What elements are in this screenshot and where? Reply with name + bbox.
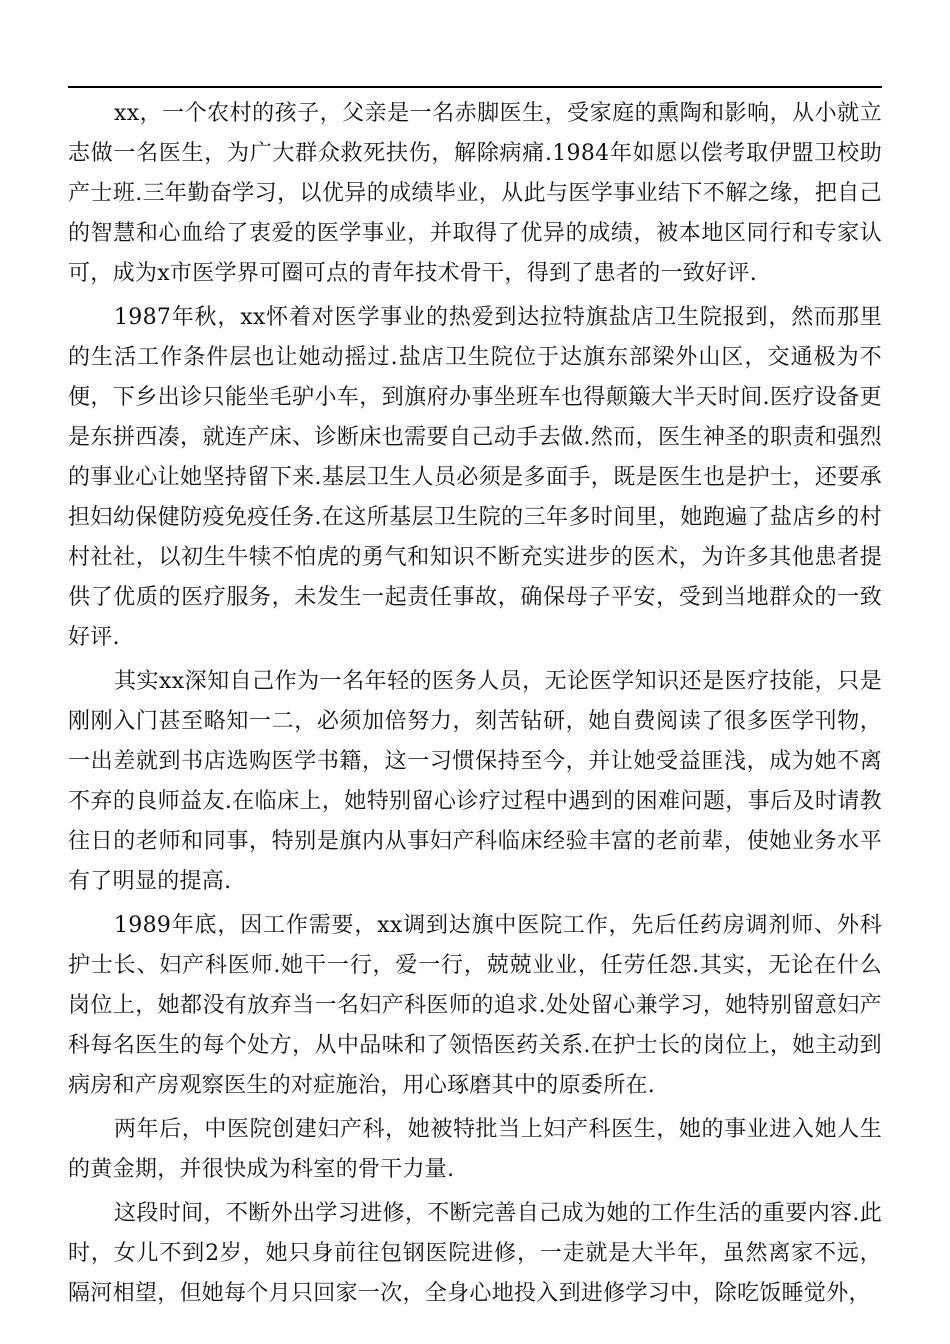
paragraph-3: 其实xx深知自己作为一名年轻的医务人员，无论医学知识还是医疗技能，只是刚刚入门甚至略知一二，必须加倍努力，刻苦钻研，她自费阅读了很多医学刊物，一出差就到书店选购医学书籍，这一习惯保持至今，并让她受益匪浅，成为她不离不弃的良师益友.在临床上，她特别留心诊疗过程中遇到的困难问题，事后及时请教往日的老师和同事，特别是旗内从事妇产科临床经验丰富的老前辈，使她业务水平有了明显的提高. [68,669,882,894]
paragraph-2: 1987年秋，xx怀着对医学事业的热爱到达拉特旗盐店卫生院报到，然而那里的生活工作条件层也让她动摇过.盐店卫生院位于达旗东部梁外山区，交通极为不便，下乡出诊只能坐毛驴小车，到旗府办事坐班车也得颠簸大半天时间.医疗设备更是东拼西凑，就连产床、诊断床也需要自己动手去做.然而，医生神圣的职责和强烈的事业心让她坚持留下来.基层卫生人员必须是多面手，既是医生也是护士，还要承担妇幼保健防疫免疫任务.在这所基层卫生院的三年多时间里，她跑遍了盐店乡的村村社社，以初生牛犊不怕虎的勇气和知识不断充实进步的医术，为许多其他患者提供了优质的医疗服务，未发生一起责任事故，确保母子平安，受到当地群众的一致好评. [68,305,882,650]
document-body [68,94,882,1318]
header-rule [68,86,882,88]
paragraph-1: xx，一个农村的孩子，父亲是一名赤脚医生，受家庭的熏陶和影响，从小就立志做一名医生，为广大群众救死扶伤，解除病痛.1984年如愿以偿考取伊盟卫校助产士班.三年勤奋学习，以优异的成绩毕业，从此与医学事业结下不解之缘，把自己的智慧和心血给了衷爱的医学事业，并取得了优异的成绩，被本地区同行和专家认可，成为x市医学界可圈可点的青年技术骨干，得到了患者的一致好评. [68,101,882,286]
paragraph-5: 两年后，中医院创建妇产科，她被特批当上妇产科医生，她的事业进入她人生的黄金期，并很快成为科室的骨干力量. [68,1117,882,1182]
paragraph-6: 这段时间，不断外出学习进修，不断完善自己成为她的工作生活的重要内容.此时，女儿不到2岁，她只身前往包钢医院进修，一走就是大半年，虽然离家不远，隔河相望，但她每个月只回家一次，全身心地投入到进修学习中，除吃饭睡觉外， [68,1201,882,1306]
paragraph-4: 1989年底，因工作需要，xx调到达旗中医院工作，先后任药房调剂师、外科护士长、妇产科医师.她干一行，爱一行，兢兢业业，任劳任怨.其实，无论在什么岗位上，她都没有放弃当一名妇产科医师的追求.处处留心兼学习，她特别留意妇产科每名医生的每个处方，从中品味和了领悟医药关系.在护士长的岗位上，她主动到病房和产房观察医生的对症施治，用心琢磨其中的原委所在. [68,913,882,1098]
